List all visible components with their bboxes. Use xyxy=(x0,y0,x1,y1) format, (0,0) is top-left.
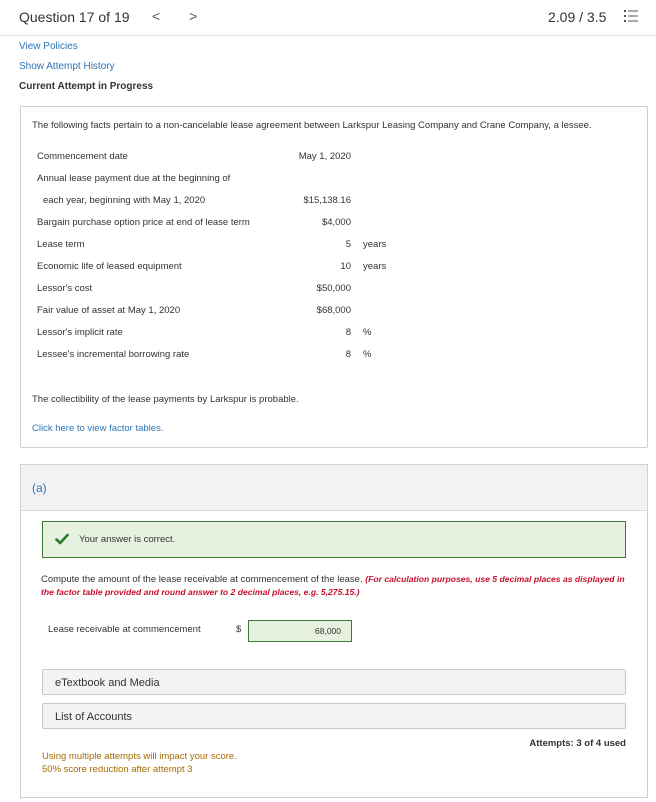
fact-label: Bargain purchase option price at end of lease term xyxy=(37,217,250,228)
checkmark-icon xyxy=(55,532,69,546)
previous-question-button[interactable]: < xyxy=(152,8,161,24)
attempts-counter: Attempts: 3 of 4 used xyxy=(529,738,626,749)
instruction-text: Compute the amount of the lease receivable at commencement of the lease. xyxy=(41,574,363,585)
fact-unit: years xyxy=(363,261,387,272)
instruction-note: (For calculation purposes, use 5 decimal places as displayed in the factor table provided and round answer to 2 decimal places, e.g. 5,275.15.) xyxy=(41,574,625,597)
fact-value: $15,138.16 xyxy=(303,195,351,206)
fact-unit: % xyxy=(363,349,372,360)
view-policies-link[interactable]: View Policies xyxy=(19,41,78,52)
fact-value: 8 xyxy=(345,327,351,338)
factor-tables-link[interactable]: Click here to view factor tables. xyxy=(32,423,164,434)
next-question-button[interactable]: > xyxy=(189,8,198,24)
etextbook-media-button[interactable] xyxy=(42,669,626,695)
fact-value: 5 xyxy=(345,239,351,250)
fact-value: 8 xyxy=(345,349,351,360)
top-bar xyxy=(0,0,656,36)
fact-value: 10 xyxy=(340,261,351,272)
fact-unit: % xyxy=(363,327,372,338)
collectibility-note: The collectibility of the lease payments by Larkspur is probable. xyxy=(32,394,299,405)
correct-answer-banner xyxy=(42,521,626,558)
part-a-panel xyxy=(20,464,648,798)
etextbook-media-label: eTextbook and Media xyxy=(55,677,160,689)
fact-value: May 1, 2020 xyxy=(298,151,351,162)
list-icon[interactable] xyxy=(624,9,638,23)
question-counter: Question 17 of 19 xyxy=(19,9,130,25)
attempt-warning: Using multiple attempts will impact your score. xyxy=(42,751,237,762)
question-panel xyxy=(20,106,648,448)
fact-label: Economic life of leased equipment xyxy=(37,261,182,272)
fact-label: Lessee's incremental borrowing rate xyxy=(37,349,190,360)
correct-message: Your answer is correct. xyxy=(79,534,176,545)
score-display: 2.09 / 3.5 xyxy=(548,9,607,25)
show-attempt-history-link[interactable]: Show Attempt History xyxy=(19,61,115,72)
fact-unit: years xyxy=(363,239,387,250)
part-instruction xyxy=(41,573,631,599)
current-attempt-heading: Current Attempt in Progress xyxy=(19,81,154,92)
fact-value: $68,000 xyxy=(316,305,351,316)
fact-value: $4,000 xyxy=(321,217,351,228)
fact-label: Fair value of asset at May 1, 2020 xyxy=(37,305,181,316)
lease-receivable-input[interactable] xyxy=(248,620,352,642)
question-intro: The following facts pertain to a non-cancelable lease agreement between Larkspur Leasing Company and Crane Company, a lessee. xyxy=(32,120,592,131)
fact-label: Lessor's implicit rate xyxy=(37,327,123,338)
list-of-accounts-button[interactable] xyxy=(42,703,626,729)
fact-label: Lease term xyxy=(37,239,85,250)
part-label: (a) xyxy=(32,481,47,495)
score-reduction-warning: 50% score reduction after attempt 3 xyxy=(42,764,193,775)
fact-label: each year, beginning with May 1, 2020 xyxy=(43,195,206,206)
fact-label: Lessor's cost xyxy=(37,283,93,294)
currency-symbol: $ xyxy=(236,624,242,635)
part-header xyxy=(21,465,647,511)
fact-label: Commencement date xyxy=(37,151,128,162)
list-of-accounts-label: List of Accounts xyxy=(55,711,133,723)
fact-label: Annual lease payment due at the beginning of xyxy=(37,173,231,184)
lease-receivable-label: Lease receivable at commencement xyxy=(48,624,201,635)
fact-value: $50,000 xyxy=(316,283,351,294)
